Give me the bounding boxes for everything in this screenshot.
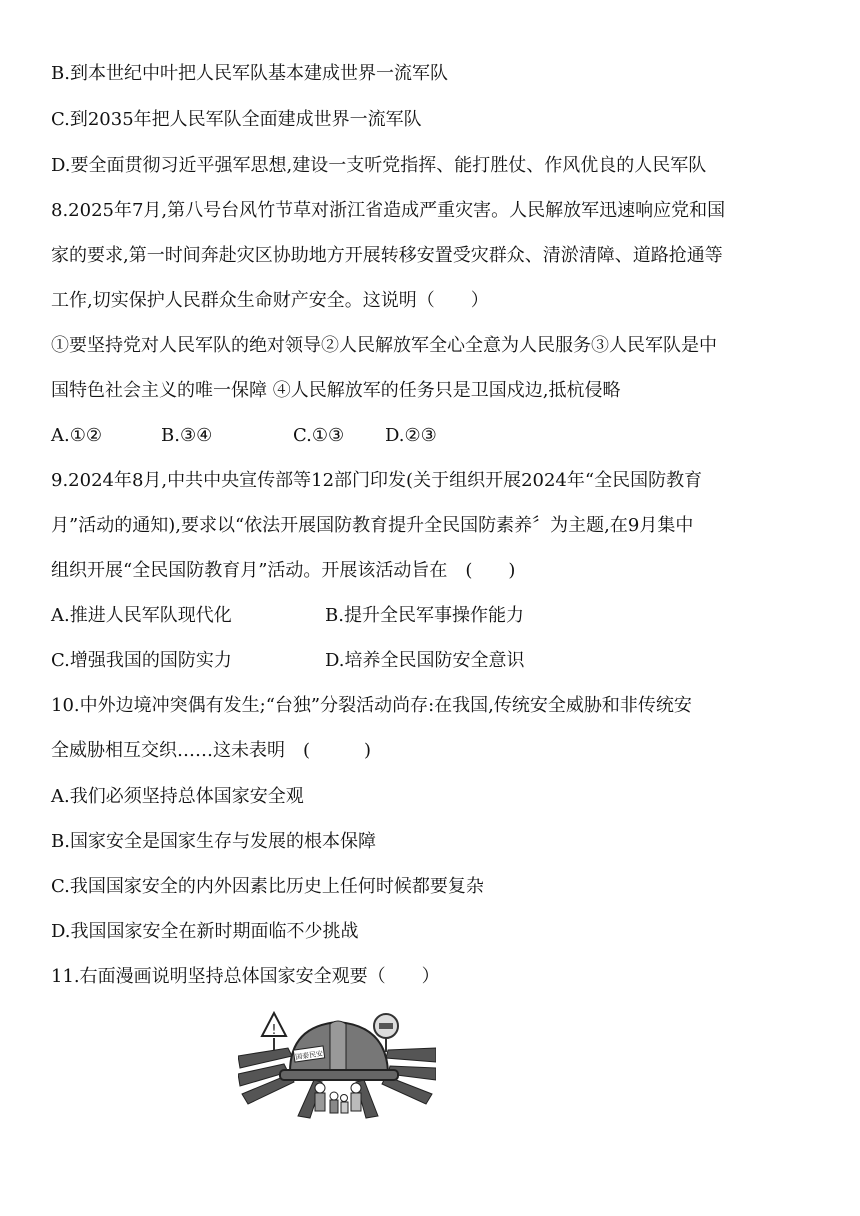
- q8-statement-line-1: ①要坚持党对人民军队的绝对领导②人民解放军全心全意为人民服务③人民军队是中: [51, 335, 717, 356]
- q9-stem-line-3: 组织开展“全民国防教育月”活动。开展该活动旨在 ( ): [51, 560, 516, 581]
- q8-option-d: D.②③: [385, 425, 437, 446]
- q8-option-c: C.①③: [293, 425, 345, 446]
- q9-stem-line-1: 9.2024年8月,中共中央宣传部等12部门印发(关于组织开展2024年“全民国防教育: [51, 470, 703, 491]
- q10-option-a: A.我们必须坚持总体国家安全观: [51, 786, 304, 807]
- option-d: D.要全面贯彻习近平强军思想,建设一支听党指挥、能打胜仗、作风优良的人民军队: [51, 155, 707, 176]
- cartoon-helmet-illustration: [238, 1008, 436, 1120]
- warning-sign-icon: [262, 1013, 286, 1052]
- q8-stem-line-3: 工作,切实保护人民群众生命财产安全。这说明（ ）: [51, 290, 489, 311]
- q8-option-a: A.①②: [51, 425, 102, 446]
- q10-stem-line-1: 10.中外边境冲突偶有发生;“台独”分裂活动尚存:在我国,传统安全威胁和非传统安: [51, 695, 692, 716]
- option-b: B.到本世纪中叶把人民军队基本建成世界一流军队: [51, 63, 448, 84]
- q8-statement-line-2: 国特色社会主义的唯一保障 ④人民解放军的任务只是卫国戍边,抵杭侵略: [51, 380, 621, 401]
- q10-option-b: B.国家安全是国家生存与发展的根本保障: [51, 831, 376, 852]
- family-figures: [315, 1083, 361, 1113]
- q8-option-b: B.③④: [161, 425, 213, 446]
- svg-text:!: !: [271, 1023, 277, 1038]
- q9-option-a: A.推进人民军队现代化: [51, 605, 232, 626]
- q9-option-b: B.提升全民军事操作能力: [325, 605, 524, 626]
- option-c: C.到2035年把人民军队全面建成世界一流军队: [51, 109, 422, 130]
- q8-stem-line-2: 家的要求,第一时间奔赴灾区协助地方开展转移安置受灾群众、清淤清障、道路抢通等: [51, 245, 723, 266]
- q9-option-c: C.增强我国的国防实力: [51, 650, 232, 671]
- q9-option-d: D.培养全民国防安全意识: [325, 650, 525, 671]
- q11-stem: 11.右面漫画说明坚持总体国家安全观要（ ）: [51, 966, 440, 987]
- q10-option-d: D.我国国家安全在新时期面临不少挑战: [51, 921, 359, 942]
- q8-stem-line-1: 8.2025年7月,第八号台风竹节草对浙江省造成严重灾害。人民解放军迅速响应党和国: [51, 200, 726, 221]
- q10-stem-line-2: 全威胁相互交织……这未表明 ( ): [51, 740, 372, 761]
- q9-stem-line-2: 月”活动的通知),要求以“依法开展国防教育提升全民国防素养〞为主题,在9月集中: [51, 515, 694, 536]
- q10-option-c: C.我国国家安全的内外因素比历史上任何时候都要复杂: [51, 876, 484, 897]
- helmet-label: 国泰民安: [294, 1049, 324, 1062]
